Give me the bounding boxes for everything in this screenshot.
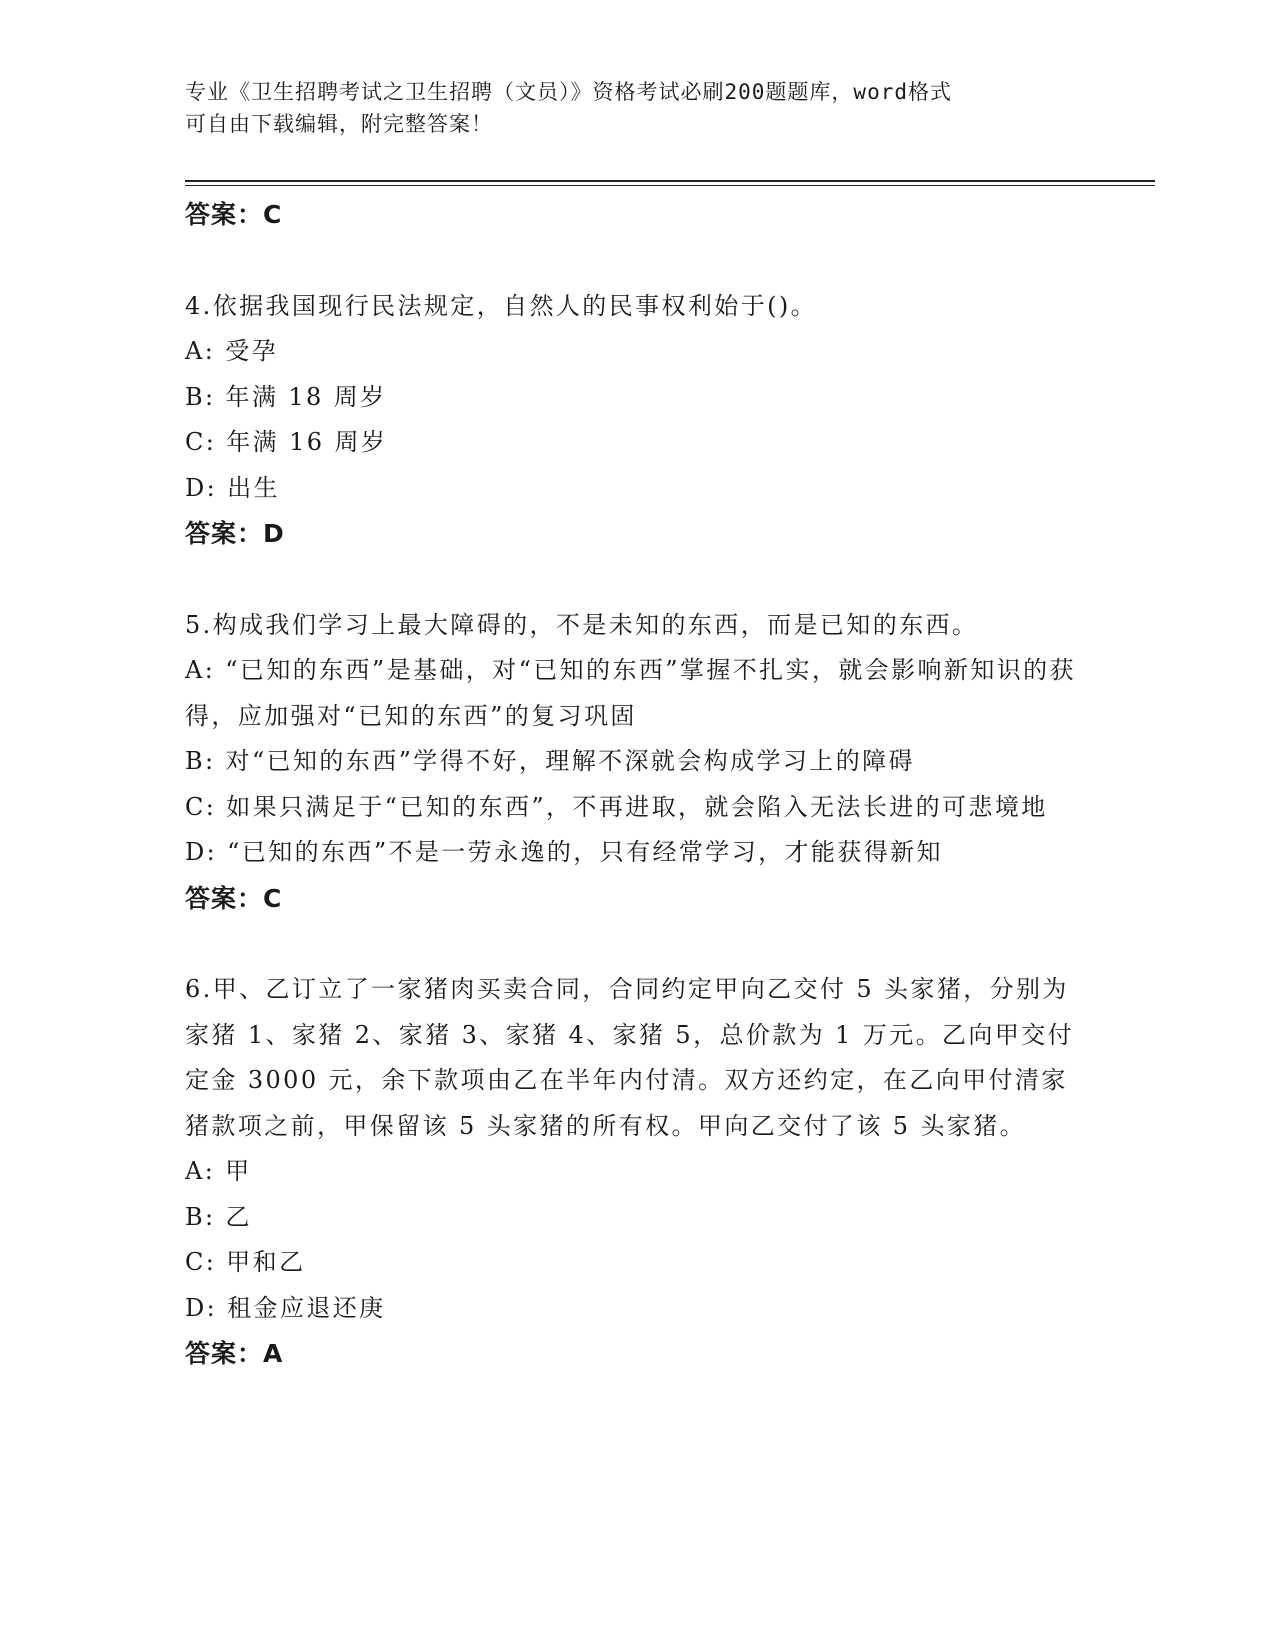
header-line-1: 专业《卫生招聘考试之卫生招聘（文员）》资格考试必刷200题题库，word格式 [185, 80, 952, 104]
option-a: A: “已知的东西”是基础，对“已知的东西”掌握不扎实，就会影响新知识的获得，应加强对“已知的东西”的复习巩固 [185, 656, 1076, 730]
spacer [185, 557, 1085, 603]
option-c: C: 年满 16 周岁 [185, 428, 388, 456]
question-5 [185, 603, 1085, 922]
option-c: C: 如果只满足于“已知的东西”，不再进取，就会陷入无法长进的可悲境地 [185, 792, 1048, 821]
spacer [185, 238, 1085, 284]
question-4 [185, 284, 1085, 557]
option-a: A: 甲 [185, 1157, 252, 1185]
answer-label: 答案：C [185, 883, 283, 913]
question-6 [185, 967, 1085, 1377]
option-d: D: “已知的东西”不是一劳永逸的，只有经常学习，才能获得新知 [185, 838, 943, 866]
option-c: C: 甲和乙 [185, 1248, 306, 1276]
option-b: B: 对“已知的东西”学得不好，理解不深就会构成学习上的障碍 [185, 747, 915, 775]
option-d: D: 出生 [185, 473, 280, 502]
option-a: A: 受孕 [185, 337, 279, 365]
option-b: B: 乙 [185, 1202, 252, 1231]
option-b: B: 年满 18 周岁 [185, 382, 387, 411]
question-stem: 5.构成我们学习上最大障碍的，不是未知的东西，而是已知的东西。 [185, 610, 979, 639]
question-stem: 6.甲、乙订立了一家猪肉买卖合同，合同约定甲向乙交付 5 头家猪，分别为家猪 1、家猪 2、家猪 3、家猪 4、家猪 5，总价款为 1 万元。乙向甲交付定金 3000 元，余下款项由乙在半年内付清。双方还约定，在乙向甲付清家猪款项之前，甲保留该 5 头家猪的所有权。甲向乙交付了该 5 头家猪。 [185, 975, 1075, 1140]
header-divider-thick [185, 180, 1155, 182]
document-header [185, 76, 1085, 140]
answer-label: 答案：D [185, 519, 285, 548]
question-list [185, 192, 1085, 1377]
header-divider-thin [185, 185, 1155, 186]
answer-label: 答案：A [185, 1339, 284, 1368]
option-d: D: 租金应退还庚 [185, 1293, 386, 1322]
header-line-2: 可自由下载编辑，附完整答案！ [185, 112, 493, 136]
question-stem: 4.依据我国现行民法规定，自然人的民事权利始于()。 [185, 291, 818, 320]
previous-answer: 答案：C [185, 200, 283, 229]
spacer [185, 921, 1085, 967]
